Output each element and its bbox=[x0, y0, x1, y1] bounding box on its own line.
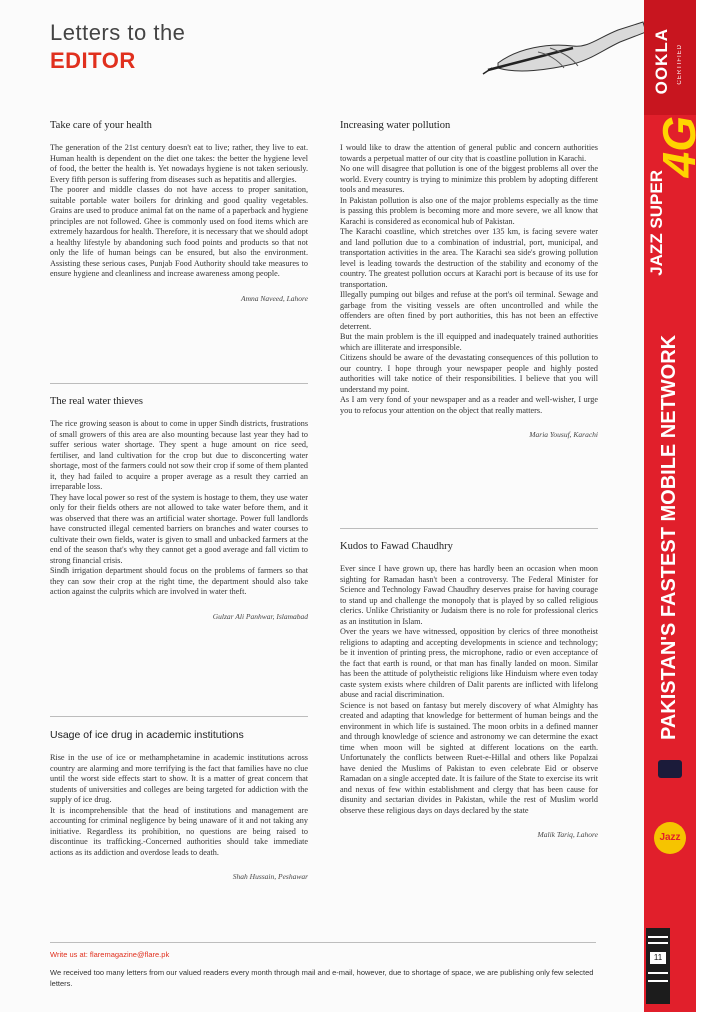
article-paragraph: They have local power so rest of the system is hostage to them, they use water only for their fields others are not allowed to take water before them, and it was observed that there was an artificial water shortage. Power full landlords have constructed illegal cemented barriers on branches and water courses to cultivate their own fields, water is given to small and unbacked farmers at the end of the season that's why they cannot get a good average and fall victim to strong financial crisis. bbox=[50, 492, 308, 565]
letter-article bbox=[50, 729, 308, 881]
article-paragraph: I would like to draw the attention of general public and concern authorities towards a perpetual matter of our city that is coastline pollution in Karachi. bbox=[340, 143, 598, 163]
jazz-logo: Jazz bbox=[654, 822, 686, 854]
article-author: Gulzar Ali Panhwar, Islamabad bbox=[212, 611, 308, 621]
pen-hand-illustration bbox=[478, 8, 648, 88]
tab-stripe bbox=[648, 980, 668, 982]
article-body bbox=[50, 753, 308, 858]
article-body bbox=[340, 143, 598, 416]
divider bbox=[340, 528, 598, 529]
letter-article bbox=[340, 541, 598, 839]
footer-divider bbox=[50, 942, 596, 943]
letter-article bbox=[50, 396, 308, 708]
jazz-advertisement-sidebar bbox=[644, 0, 705, 1012]
article-author: Malik Tariq, Lahore bbox=[537, 830, 598, 839]
tab-stripe bbox=[648, 972, 668, 974]
header-line1: Letters to the bbox=[50, 20, 186, 45]
tab-stripe bbox=[648, 942, 668, 944]
article-author: Amna Naveed, Lahore bbox=[240, 293, 308, 303]
article-paragraph: Over the years we have witnessed, opposition by clerics of three monotheist religions to adapting and accepting developments in science and technology; be it invention of printing press, the microphone, radio or even acceptance of the fact that earth is round, or that man has finally landed on moon. Similar has been the attitude of polytheistic religions like Hinduism where even today caste system exists where children of Dalit parents are inflicted with lifelong abuse and racial discrimination. bbox=[340, 627, 598, 699]
article-title: Kudos to Fawad Chaudhry bbox=[340, 541, 453, 552]
ookla-logo: OOKLA bbox=[652, 28, 671, 95]
article-paragraph: In Pakistan pollution is also one of the major problems especially as the time is passing this problem is becoming more and more severe, we all know that Karachi is considered as economical hub of Pakistan. bbox=[340, 195, 598, 226]
article-paragraph: Ever since I have grown up, there has hardly been an occasion when moon sighting for Ramadan hasn't been a controversy. The Federal Minister for Science and Technology Fawad Chaudhry deserves praise for having courage to stand up and challenge the monopoly that is played by so called religious clerics. Unlike Christianity or Judaism there is no role for professional clerics as an institution in Islam. bbox=[340, 564, 598, 626]
network-tagline: PAKISTAN'S FASTEST MOBILE NETWORK bbox=[658, 334, 680, 740]
article-body bbox=[50, 143, 308, 280]
article-title: Usage of ice drug in academic institutions bbox=[50, 729, 244, 741]
divider bbox=[50, 716, 308, 717]
4g-label: 4G bbox=[653, 116, 705, 178]
article-paragraph: The poorer and middle classes do not have access to proper sanitation, suitable portable water boilers for drinking and good quality vegetables. Grains are used to produce animal fat on the name of a paperback and hygiene principles are not followed. Ghee is commonly used on food items which are extremely hazardous for health. Therefore, it is necessary that we should adopt a healthy lifestyle by abandoning such food points and products so that not only the life of human beings can be ensured, but also the environment. Assisting these serious cases, Punjab Food Authority should take measures to ensure hygiene and cleanliness and increase awareness among people. bbox=[50, 185, 308, 278]
article-title: Take care of your health bbox=[50, 120, 152, 131]
article-paragraph: Citizens should be aware of the devastating consequences of this pollution to our country. I hope through your newspaper people and highly posted authorities will take notice of their responsibilities. I believe that you will understand my point. bbox=[340, 353, 598, 394]
contact-email-link[interactable]: Write us at: flaremagazine@flare.pk bbox=[50, 950, 170, 959]
article-paragraph: Rise in the use of ice or methamphetamine in academic institutions across country are alarming and more terrifying is the fact that families have no clue until the worst side effects start to show. It is a matter of great concern that students of universities and colleges are being targeted for addiction with the supply of ice drug. bbox=[50, 753, 308, 804]
phone-icon bbox=[658, 760, 682, 778]
left-column bbox=[50, 120, 308, 881]
ookla-badge bbox=[644, 0, 696, 115]
jazz-super-label: JAZZ SUPER bbox=[647, 170, 666, 276]
header-line2: EDITOR bbox=[50, 48, 136, 73]
article-paragraph: The rice growing season is about to come in upper Sindh districts, frustrations of small growers of this area are also mounting because last year they had to suffer serious water shortage. They spent a huge amount on rice seed, fertiliser, and land cultivation for the crop but due to disconcerting water shortage, most of the farmers could not sow their crop if some of them planted it, they had failed to acquire a proper average as a result they carried an irreparable loss. bbox=[50, 419, 308, 491]
page-footer bbox=[50, 950, 610, 989]
divider bbox=[50, 383, 308, 384]
article-paragraph: The generation of the 21st century doesn't eat to live; rather, they live to eat. Human health is dependent on the diet one takes: the better the hygiene level of food, the better the health is. Yet nowadays hygiene is not taken seriously. Every fifth person is suffering from diseases such as hepatitis and allergies. bbox=[50, 143, 308, 184]
article-paragraph: Illegally pumping out bilges and refuse at the port's oil terminal. Sewage and garbage from the visiting vessels are often uncontrolled and while the offenders are often fined by port authorities, this has not been an effective deterrent. bbox=[340, 290, 598, 331]
article-author: Maria Yousuf, Karachi bbox=[529, 430, 598, 439]
article-paragraph: It is incomprehensible that the head of institutions and management are accounting for criminal negligence by being unaware of it and not taking any initiative. Regardless its prohibition, no questions are being raised to discontinue its trafficking.-Concerned authorities should take immediate actions as its addiction and overdose leads to death. bbox=[50, 805, 308, 857]
certified-label: CERTIFIED bbox=[677, 44, 683, 85]
article-body bbox=[340, 564, 598, 816]
article-title: Increasing water pollution bbox=[340, 120, 451, 131]
article-paragraph: As I am very fond of your newspaper and as a reader and well-wisher, I urge you to refocus your attention on the object that really matters. bbox=[340, 395, 598, 415]
article-paragraph: Sindh irrigation department should focus on the problems of farmers so that they can sow their crop at the right time, the department should also take action against the culprits which are involved in water theft. bbox=[50, 566, 308, 596]
right-column bbox=[340, 120, 598, 839]
article-paragraph: The Karachi coastline, which stretches over 135 km, is facing severe water and land pollution due to a combination of industrial, port, municipal, and transportation activities in the area. The Karachi sea side's growing pollution level is leading towards the destruction of the stability and economy of the country. The greatest pollution occurs at Karachi port is because of its use for transportation. bbox=[340, 227, 598, 289]
article-body bbox=[50, 419, 308, 598]
page-header bbox=[50, 20, 185, 74]
article-paragraph: But the main problem is the ill equipped and inadequately trained authorities which are illiterate and irresponsible. bbox=[340, 332, 598, 352]
footer-note: We received too many letters from our valued readers every month through mail and e-mail, however, due to shortage of space, we are publishing only few selected letters. bbox=[50, 968, 594, 988]
article-paragraph: No one will disagree that pollution is one of the biggest problems all over the world. Every country is trying to minimize this problem by adopting different tools and measures. bbox=[340, 164, 598, 194]
page-number-tab bbox=[646, 928, 670, 1004]
letter-article bbox=[50, 120, 308, 375]
page-number: 11 bbox=[650, 952, 666, 964]
letter-article bbox=[340, 120, 598, 520]
article-author: Shah Hussain, Peshawar bbox=[232, 872, 308, 881]
tab-stripe bbox=[648, 936, 668, 938]
article-paragraph: Science is not based on fantasy but merely discovery of what Almighty has created and adapting that knowledge for betterment of human beings and the environment in which life is sustained. The moon orbits in a defined manner and through knowledge of science and astronomy we can determine the exact time when moon will be sighted at different locations on the earth. Unfortunately the conflicts between Ruet-e-Hillal and others like Popalzai have denied the Muslims of Pakistan to even celebrate Eid or observe Ramadan on a single accepted date. It is failure of the State to exercise its writ and nexus of few within establishment and clergy that has been cause for disunity and sectarian divides in Pakistan, while the rest of Muslim world observe these religious days on days declared by the state bbox=[340, 700, 598, 815]
article-title: The real water thieves bbox=[50, 396, 143, 407]
